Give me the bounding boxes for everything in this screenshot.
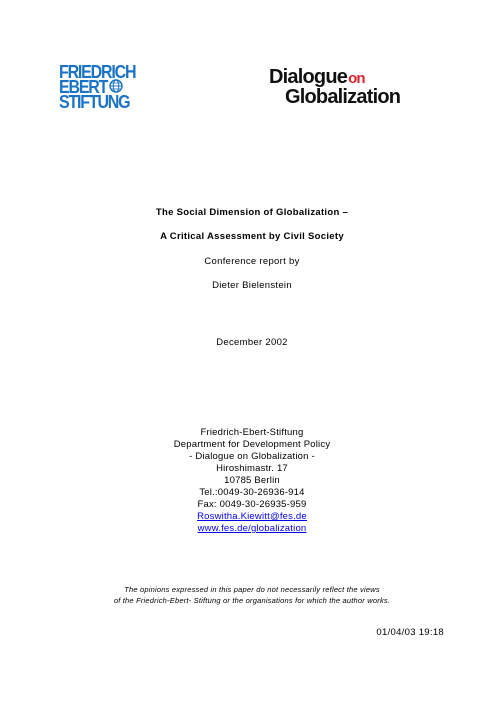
address-fax: Fax: 0049-30-26935-959 <box>197 499 307 510</box>
fes-logo-line-3: STIFTUNG <box>59 92 130 113</box>
fes-logo-line-2: EBERT <box>59 77 108 98</box>
dialogue-logo-word: Dialogue <box>269 66 348 88</box>
address-org: Friedrich-Ebert-Stiftung <box>200 427 304 438</box>
dialogue-logo-row-2: Globalization <box>285 86 401 108</box>
disclaimer-line-1: The opinions expressed in this paper do not necessarily reflect the views <box>124 585 380 594</box>
fes-logo-line-1: FRIEDRICH <box>59 62 136 83</box>
address-department: Department for Development Policy <box>173 439 331 450</box>
globe-icon <box>109 79 123 93</box>
address-city: 10785 Berlin <box>224 475 280 486</box>
document-subtitle: A Critical Assessment by Civil Society <box>160 231 344 242</box>
dialogue-logo-on: on <box>348 70 365 87</box>
email-link[interactable]: Roswitha.Kiewitt@fes.de <box>197 511 307 522</box>
fes-logo <box>59 64 149 114</box>
print-timestamp: 01/04/03 19:18 <box>376 627 444 638</box>
document-title: The Social Dimension of Globalization – <box>155 207 349 218</box>
address-unit: - Dialogue on Globalization - <box>189 451 315 462</box>
author-name: Dieter Bielenstein <box>212 280 292 291</box>
address-tel: Tel.:0049-30-26936-914 <box>199 487 305 498</box>
website-link[interactable]: www.fes.de/globalization <box>197 523 307 534</box>
report-type: Conference report by <box>204 256 300 267</box>
disclaimer-line-2: of the Friedrich-Ebert- Stiftung or the organisations for which the author works. <box>113 596 391 605</box>
document-date: December 2002 <box>216 337 288 348</box>
dialogue-on-globalization-logo <box>269 67 429 109</box>
disclaimer <box>0 584 504 606</box>
address-street: Hiroshimastr. 17 <box>216 463 288 474</box>
address-block <box>0 427 504 535</box>
